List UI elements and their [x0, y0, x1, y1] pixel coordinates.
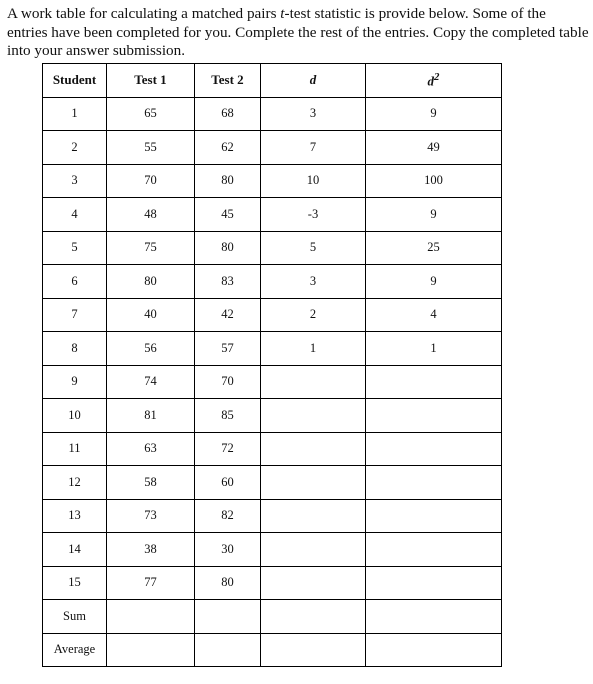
table-row	[43, 198, 502, 232]
cell-test2: 45	[195, 198, 261, 232]
cell-d[interactable]	[261, 533, 366, 567]
summary-row	[43, 600, 502, 634]
cell-d[interactable]	[261, 566, 366, 600]
cell-d[interactable]: 1	[261, 332, 366, 366]
table-row	[43, 97, 502, 131]
cell-d[interactable]	[261, 365, 366, 399]
summary-row	[43, 633, 502, 667]
summary-cell-d[interactable]	[261, 600, 366, 634]
cell-d2[interactable]	[366, 533, 502, 567]
summary-cell-test1[interactable]	[107, 600, 195, 634]
cell-test1: 73	[107, 499, 195, 533]
table-row	[43, 533, 502, 567]
cell-student: 3	[43, 164, 107, 198]
table-row	[43, 231, 502, 265]
cell-test1: 48	[107, 198, 195, 232]
cell-student: 10	[43, 399, 107, 433]
summary-cell-d2[interactable]	[366, 633, 502, 667]
cell-test1: 56	[107, 332, 195, 366]
cell-d2[interactable]: 49	[366, 131, 502, 165]
cell-student: 13	[43, 499, 107, 533]
table-row	[43, 298, 502, 332]
cell-d2[interactable]	[366, 466, 502, 500]
cell-test2: 60	[195, 466, 261, 500]
prompt-text-after: -test statistic is provide below. Some of the entries have been completed for you. Complete the rest of the entries. Copy the completed table into your answer submission.	[7, 5, 589, 59]
cell-student: 9	[43, 365, 107, 399]
cell-d2[interactable]	[366, 432, 502, 466]
cell-student: 11	[43, 432, 107, 466]
cell-d2[interactable]	[366, 499, 502, 533]
cell-d2[interactable]	[366, 365, 502, 399]
cell-d2[interactable]: 4	[366, 298, 502, 332]
cell-test1: 81	[107, 399, 195, 433]
cell-student: 1	[43, 97, 107, 131]
header-d: d	[261, 64, 366, 98]
prompt-text-before: A work table for calculating a matched pairs	[7, 5, 281, 22]
cell-d2[interactable]: 9	[366, 198, 502, 232]
table-row	[43, 332, 502, 366]
cell-test2: 70	[195, 365, 261, 399]
table-row	[43, 466, 502, 500]
problem-prompt	[7, 5, 589, 61]
cell-test1: 58	[107, 466, 195, 500]
table-row	[43, 399, 502, 433]
cell-d[interactable]: 3	[261, 97, 366, 131]
header-test1: Test 1	[107, 64, 195, 98]
work-table	[42, 63, 502, 667]
cell-d[interactable]: 7	[261, 131, 366, 165]
header-student: Student	[43, 64, 107, 98]
cell-student: 7	[43, 298, 107, 332]
summary-label: Sum	[43, 600, 107, 634]
table-row	[43, 432, 502, 466]
header-row	[43, 64, 502, 98]
summary-cell-test2[interactable]	[195, 600, 261, 634]
cell-test1: 77	[107, 566, 195, 600]
cell-student: 14	[43, 533, 107, 567]
cell-test2: 80	[195, 231, 261, 265]
cell-d[interactable]: 10	[261, 164, 366, 198]
cell-test1: 38	[107, 533, 195, 567]
cell-test2: 42	[195, 298, 261, 332]
table-body	[43, 97, 502, 667]
summary-cell-test2[interactable]	[195, 633, 261, 667]
cell-test2: 85	[195, 399, 261, 433]
cell-test2: 80	[195, 164, 261, 198]
table-row	[43, 164, 502, 198]
cell-test2: 57	[195, 332, 261, 366]
header-d-squared	[366, 64, 502, 98]
cell-student: 15	[43, 566, 107, 600]
cell-d2[interactable]: 100	[366, 164, 502, 198]
cell-d2[interactable]: 1	[366, 332, 502, 366]
cell-test2: 83	[195, 265, 261, 299]
summary-cell-test1[interactable]	[107, 633, 195, 667]
cell-d2[interactable]: 9	[366, 97, 502, 131]
cell-test1: 65	[107, 97, 195, 131]
cell-d[interactable]: 2	[261, 298, 366, 332]
table-row	[43, 566, 502, 600]
cell-d[interactable]	[261, 499, 366, 533]
cell-test2: 72	[195, 432, 261, 466]
table-row	[43, 365, 502, 399]
cell-d2[interactable]: 25	[366, 231, 502, 265]
cell-test1: 75	[107, 231, 195, 265]
cell-student: 6	[43, 265, 107, 299]
cell-test2: 68	[195, 97, 261, 131]
summary-cell-d[interactable]	[261, 633, 366, 667]
table-row	[43, 265, 502, 299]
table-row	[43, 499, 502, 533]
summary-cell-d2[interactable]	[366, 600, 502, 634]
cell-d[interactable]: 3	[261, 265, 366, 299]
header-d-squared-exponent: 2	[434, 71, 440, 84]
cell-student: 5	[43, 231, 107, 265]
cell-d[interactable]	[261, 466, 366, 500]
cell-d2[interactable]	[366, 566, 502, 600]
summary-label: Average	[43, 633, 107, 667]
t-symbol: t	[280, 5, 285, 22]
cell-test2: 62	[195, 131, 261, 165]
cell-test1: 70	[107, 164, 195, 198]
table-row	[43, 131, 502, 165]
cell-test1: 74	[107, 365, 195, 399]
prompt-text	[7, 5, 589, 61]
header-test2: Test 2	[195, 64, 261, 98]
cell-student: 2	[43, 131, 107, 165]
cell-student: 8	[43, 332, 107, 366]
cell-test2: 80	[195, 566, 261, 600]
cell-test1: 40	[107, 298, 195, 332]
cell-student: 4	[43, 198, 107, 232]
cell-student: 12	[43, 466, 107, 500]
cell-d2[interactable]: 9	[366, 265, 502, 299]
cell-test1: 55	[107, 131, 195, 165]
cell-d2[interactable]	[366, 399, 502, 433]
cell-test1: 63	[107, 432, 195, 466]
cell-test2: 82	[195, 499, 261, 533]
cell-d[interactable]	[261, 399, 366, 433]
cell-d[interactable]	[261, 432, 366, 466]
cell-d[interactable]: -3	[261, 198, 366, 232]
cell-test1: 80	[107, 265, 195, 299]
cell-d[interactable]: 5	[261, 231, 366, 265]
header-d-squared-base: d	[427, 73, 435, 89]
cell-test2: 30	[195, 533, 261, 567]
